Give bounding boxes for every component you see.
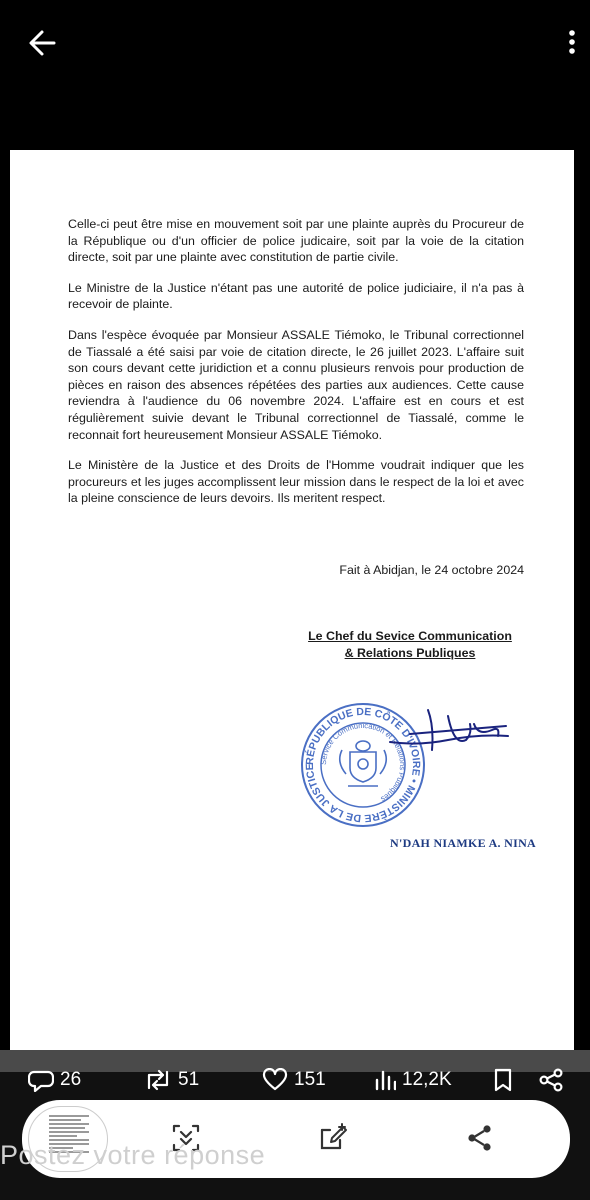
paragraph-2: Le Ministre de la Justice n'étant pas une autorité de police judiciaire, il n'a pas à recevoir de plainte. [68,280,524,312]
reply-icon [28,1068,54,1092]
paragraph-1: Celle-ci peut être mise en mouvement soit par une plainte auprès du Procureur de la République ou d'un officier de police judicaire, soit par la voie de la citation directe, soit par une plainte avec constitution de partie civile. [68,217,524,265]
post-actions-bar [0,1062,590,1098]
repost-icon [144,1068,172,1092]
like-count: 151 [294,1069,326,1090]
reply-count: 26 [60,1069,82,1090]
bookmark-icon [492,1068,514,1092]
handwritten-signature [388,706,512,758]
share-media-button[interactable] [460,1118,500,1158]
more-options-button[interactable] [560,28,584,60]
views-button[interactable] [374,1068,452,1092]
stamp-inner-text: Service Communication et Relations Publiques [318,720,408,804]
stamp-outer-text: RÉPUBLIQUE DE CÔTE D'IVOIRE • MINISTÈRE DE LA JUSTICE [303,705,423,825]
like-button[interactable] [262,1068,326,1092]
share-icon [538,1068,564,1092]
edit-post-button[interactable] [314,1118,354,1158]
share-button[interactable] [538,1068,564,1092]
reply-button[interactable] [28,1068,81,1092]
reply-input[interactable]: Postez votre réponse [0,1140,266,1170]
signature-title-line-2: & Relations Publiques [344,646,476,660]
coat-of-arms-icon [340,741,387,786]
back-button[interactable] [24,26,64,60]
signature-title-line-1: Le Chef du Sevice Communication [308,629,512,643]
heart-icon [262,1068,288,1092]
share-icon [465,1123,495,1153]
bookmark-button[interactable] [492,1068,514,1092]
views-icon [374,1068,396,1092]
edit-plus-icon [318,1122,350,1154]
more-vertical-icon [560,28,584,60]
views-count: 12,2K [402,1069,452,1090]
signer-name: N'DAH NIAMKE A. NINA [390,836,537,850]
document-image[interactable] [10,150,574,1050]
paragraph-4: Le Ministère de la Justice et des Droits de l'Homme voudrait indiquer que les procureurs et les juges accomplissent leur mission dans le respect de la loi et avec la pleine conscience de leurs devoirs. Ils meritent respect. [68,458,524,506]
repost-button[interactable] [144,1068,199,1092]
signature-title [280,628,540,662]
arrow-left-icon [24,26,64,60]
date-line: Fait à Abidjan, le 24 octobre 2024 [339,563,524,577]
repost-count: 51 [178,1069,200,1090]
document-body [68,216,524,521]
paragraph-3: Dans l'espèce évoquée par Monsieur ASSALE Tiémoko, le Tribunal correctionnel de Tiassalé a été saisi par voie de citation directe, le 26 juillet 2023. L'affaire suit son cours devant cette juridiction et a connu plusieurs renvois pour production de pièces en raison des absences répétées des parties aux audiences. Cette cause reviendra à l'audience du 06 novembre 2024. L'affaire est en cours et est régulièrement suivie devant le Tribunal correctionnel de Tiassalé, comme le reconnait fort heureusement Monsieur ASSALE Tiémoko. [68,327,524,442]
top-bar [0,0,590,90]
